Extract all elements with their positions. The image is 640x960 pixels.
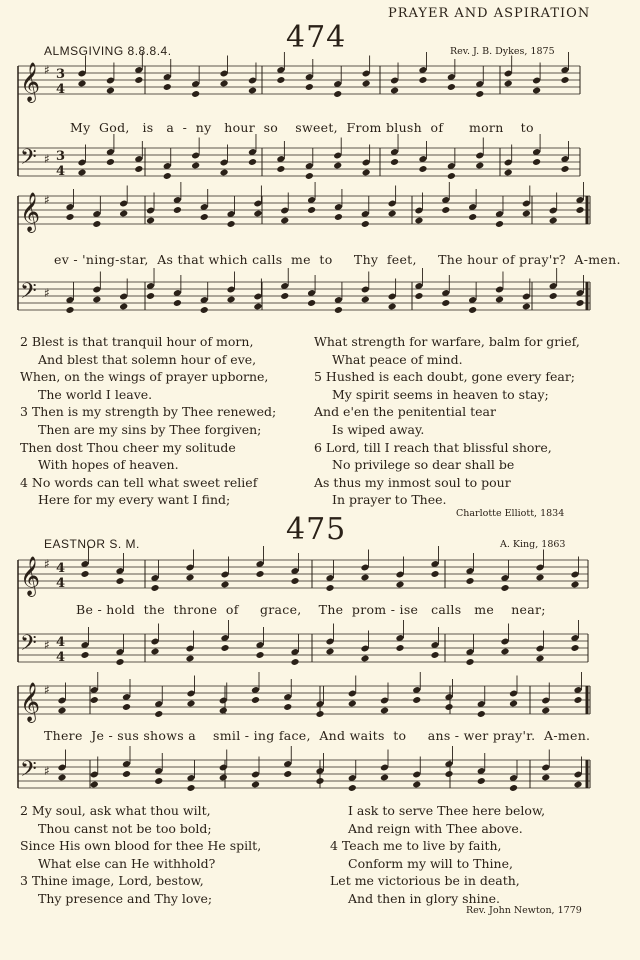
bass-clef-icon: 𝄢 (20, 631, 37, 661)
verse-line: 4 No words can tell what sweet relief (20, 474, 258, 490)
note-head (307, 299, 316, 307)
note-head (560, 76, 569, 84)
note-head (418, 165, 427, 173)
time-signature-top: 4 (56, 635, 66, 650)
note-head (307, 206, 316, 214)
note-head (418, 76, 427, 84)
time-signature-top: 3 (56, 67, 66, 82)
verse-line: With hopes of heaven. (38, 457, 179, 473)
note-head (219, 774, 228, 782)
verse-line: Conform my will to Thine, (348, 855, 513, 871)
note-head (535, 574, 544, 582)
note-head (575, 299, 584, 307)
note-head (348, 784, 357, 792)
note-head (134, 76, 143, 84)
note-head (390, 158, 399, 166)
composer-475: A. King, 1863 (500, 539, 566, 550)
verse-line: 3 Then is my strength by Thee renewed; (20, 404, 277, 420)
note-head (290, 577, 299, 585)
note-head (200, 306, 209, 314)
note-head (541, 707, 550, 715)
note-head (90, 781, 99, 789)
note-head (441, 299, 450, 307)
note-head (441, 206, 450, 214)
note-head (65, 306, 74, 314)
treble-clef-icon: 𝄞 (20, 682, 41, 722)
note-head (430, 651, 439, 659)
note-head (146, 292, 155, 300)
author-474: Charlotte Elliott, 1834 (456, 508, 565, 519)
verse-line: When, on the wings of prayer upborne, (20, 369, 269, 385)
note-head (283, 770, 292, 778)
verses-474-left (20, 333, 276, 509)
section-title: PRAYER AND ASPIRATION (388, 6, 591, 21)
verse-line: Let me victorious be in death, (330, 873, 520, 889)
note-head (325, 584, 334, 592)
verses-474-right (314, 333, 580, 509)
note-head (146, 217, 155, 225)
note-head (360, 655, 369, 663)
note-head (173, 206, 182, 214)
note-head (414, 217, 423, 225)
note-head (447, 172, 456, 180)
note-head (227, 296, 236, 304)
note-head (541, 774, 550, 782)
note-head (532, 87, 541, 95)
note-head (362, 169, 371, 177)
sharp-icon: ♯ (44, 638, 50, 652)
verse-line: Thy presence and Thy love; (38, 890, 213, 906)
note-head (573, 781, 582, 789)
note-head (185, 655, 194, 663)
note-head (509, 784, 518, 792)
note-head (65, 213, 74, 221)
note-head (522, 210, 531, 218)
note-head (573, 696, 582, 704)
note-head (150, 648, 159, 656)
note-head (106, 87, 115, 95)
lyric-475-line2: There Je - sus shows a smil - ing face, And waits to ans - wer pray'r. A-men. (44, 728, 591, 743)
time-signature-bottom: 4 (56, 576, 66, 591)
verse-line: No privilege so dear shall be (332, 457, 515, 473)
note-head (560, 165, 569, 173)
bass-clef-icon: 𝄢 (20, 279, 37, 309)
note-head (173, 299, 182, 307)
verse-line: 4 Teach me to live by faith, (330, 838, 502, 854)
time-signature-bottom: 4 (56, 82, 66, 97)
note-head (122, 703, 131, 711)
note-head (219, 707, 228, 715)
verse-line: Is wiped away. (332, 421, 425, 437)
note-head (200, 213, 209, 221)
note-head (535, 655, 544, 663)
note-head (57, 707, 66, 715)
author-475: Rev. John Newton, 1779 (466, 905, 582, 916)
note-head (251, 781, 260, 789)
note-head (414, 292, 423, 300)
verse-line: Then are my sins by Thee forgiven; (38, 421, 262, 437)
note-head (92, 220, 101, 228)
note-head (504, 80, 513, 88)
note-head (475, 162, 484, 170)
note-head (549, 217, 558, 225)
note-head (290, 658, 299, 666)
verse-line: 5 Hushed is each doubt, gone every fear; (314, 369, 576, 385)
time-signature-top: 4 (56, 561, 66, 576)
note-head (227, 220, 236, 228)
note-head (115, 577, 124, 585)
note-head (325, 648, 334, 656)
note-head (253, 303, 262, 311)
verse-line: Thou canst not be too bold; (38, 820, 212, 836)
note-head (500, 584, 509, 592)
note-head (390, 87, 399, 95)
note-head (412, 781, 421, 789)
note-head (220, 169, 229, 177)
note-head (388, 210, 397, 218)
note-head (315, 710, 324, 718)
note-head (220, 581, 229, 589)
note-head (106, 158, 115, 166)
note-head (154, 710, 163, 718)
note-head (185, 574, 194, 582)
sharp-icon: ♯ (44, 764, 50, 778)
note-head (280, 292, 289, 300)
verse-line: The world I leave. (38, 386, 153, 402)
note-head (334, 306, 343, 314)
note-head (77, 169, 86, 177)
note-head (255, 651, 264, 659)
verse-line: Then dost Thou cheer my solitude (20, 439, 236, 455)
sharp-icon: ♯ (44, 193, 50, 207)
note-head (495, 220, 504, 228)
verse-line: As thus my inmost soul to pour (314, 474, 511, 490)
note-head (380, 707, 389, 715)
verse-line: What peace of mind. (332, 351, 463, 367)
note-head (253, 210, 262, 218)
note-head (191, 162, 200, 170)
verse-line: What else can He withhold? (38, 855, 216, 871)
note-head (509, 700, 518, 708)
bass-clef-icon: 𝄢 (20, 757, 37, 787)
verse-line: And reign with Thee above. (348, 820, 523, 836)
note-head (362, 80, 371, 88)
note-head (255, 570, 264, 578)
verse-line: Since His own blood for thee He spilt, (20, 838, 262, 854)
note-head (495, 296, 504, 304)
note-head (475, 90, 484, 98)
note-head (119, 210, 128, 218)
sharp-icon: ♯ (44, 557, 50, 571)
note-head (361, 220, 370, 228)
note-head (575, 206, 584, 214)
note-head (305, 172, 314, 180)
note-head (477, 710, 486, 718)
note-head (468, 306, 477, 314)
verse-line: Here for my every want I find; (38, 492, 231, 508)
note-head (412, 696, 421, 704)
note-head (186, 700, 195, 708)
note-head (122, 770, 131, 778)
note-head (248, 87, 257, 95)
verse-line: In prayer to Thee. (332, 492, 447, 508)
note-head (80, 651, 89, 659)
note-head (447, 83, 456, 91)
note-head (305, 83, 314, 91)
sharp-icon: ♯ (44, 152, 50, 166)
verse-line: My spirit seems in heaven to stay; (332, 386, 549, 402)
note-head (444, 703, 453, 711)
note-head (251, 696, 260, 704)
note-head (220, 80, 229, 88)
note-head (549, 292, 558, 300)
verse-line: 6 Lord, till I reach that blissful shore, (314, 439, 552, 455)
verse-line: 3 Thine image, Lord, bestow, (20, 873, 204, 889)
verse-line: What strength for warfare, balm for grief, (314, 334, 580, 349)
tune-name-eastnor: EASTNOR S. M. (44, 537, 140, 551)
note-head (154, 777, 163, 785)
note-head (532, 158, 541, 166)
note-head (395, 644, 404, 652)
sharp-icon: ♯ (44, 63, 50, 77)
verse-line: And e'en the penitential tear (314, 404, 496, 420)
tune-name-almsgiving: ALMSGIVING 8.8.8.4. (44, 44, 172, 58)
treble-clef-icon: 𝄞 (20, 192, 41, 232)
hymn-number-475: 475 (286, 512, 347, 547)
note-head (92, 296, 101, 304)
note-head (334, 213, 343, 221)
note-head (477, 777, 486, 785)
note-head (570, 581, 579, 589)
note-head (361, 296, 370, 304)
time-signature-bottom: 4 (56, 164, 66, 179)
note-head (57, 774, 66, 782)
verse-line: And then in glory shine. (348, 890, 500, 906)
note-head (465, 577, 474, 585)
treble-clef-icon: 𝄞 (20, 556, 41, 596)
note-head (80, 570, 89, 578)
note-head (191, 90, 200, 98)
note-head (430, 570, 439, 578)
note-head (333, 90, 342, 98)
note-head (465, 658, 474, 666)
note-head (119, 303, 128, 311)
note-head (90, 696, 99, 704)
time-signature-bottom: 4 (56, 650, 66, 665)
verse-line: 2 Blest is that tranquil hour of morn, (20, 334, 254, 349)
treble-clef-icon: 𝄞 (20, 62, 41, 102)
note-head (333, 162, 342, 170)
note-head (504, 169, 513, 177)
note-head (315, 777, 324, 785)
hymn-number-474: 474 (286, 20, 347, 55)
lyric-475-line1: Be - hold the throne of grace, The prom - ise calls me near; (76, 602, 546, 617)
note-head (395, 581, 404, 589)
note-head (163, 172, 172, 180)
verse-line: 2 My soul, ask what thou wilt, (20, 803, 211, 818)
verses-475-right (330, 802, 545, 908)
sharp-icon: ♯ (44, 286, 50, 300)
note-head (276, 165, 285, 173)
verse-line: And blest that solemn hour of eve, (38, 351, 257, 367)
verses-475-left (20, 802, 261, 908)
note-head (77, 80, 86, 88)
verse-line: I ask to serve Thee here below, (348, 803, 546, 818)
note-head (276, 76, 285, 84)
note-head (163, 83, 172, 91)
bass-clef-icon: 𝄢 (20, 145, 37, 175)
note-head (444, 770, 453, 778)
note-head (248, 158, 257, 166)
sharp-icon: ♯ (44, 683, 50, 697)
note-head (570, 644, 579, 652)
note-head (360, 574, 369, 582)
note-head (348, 700, 357, 708)
note-head (134, 165, 143, 173)
note-head (522, 303, 531, 311)
time-signature-top: 3 (56, 149, 66, 164)
note-head (388, 303, 397, 311)
note-head (283, 703, 292, 711)
lyric-474-line1: My God, is a - ny hour so sweet, From blush of morn to (70, 120, 534, 135)
note-head (280, 217, 289, 225)
note-head (186, 784, 195, 792)
note-head (468, 213, 477, 221)
note-head (380, 774, 389, 782)
note-head (150, 584, 159, 592)
note-head (115, 658, 124, 666)
composer-474: Rev. J. B. Dykes, 1875 (450, 46, 555, 57)
note-head (220, 644, 229, 652)
note-head (500, 648, 509, 656)
lyric-474-line2: ev - 'ning-star, As that which calls me to Thy feet, The hour of pray'r? A-men. (54, 252, 621, 267)
